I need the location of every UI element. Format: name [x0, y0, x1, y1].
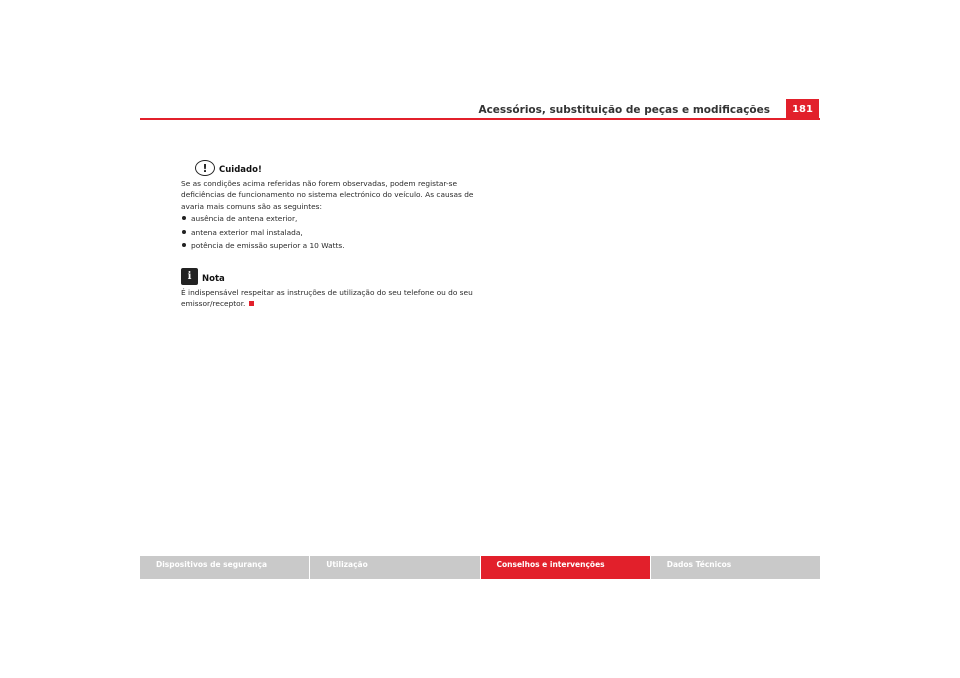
tab-dispositivos-de-seguranca[interactable]: Dispositivos de segurança	[140, 556, 310, 579]
tab-utilizacao[interactable]: Utilização	[310, 556, 480, 579]
tab-dados-tecnicos[interactable]: Dados Técnicos	[651, 556, 820, 579]
warning-title: Cuidado!	[219, 165, 262, 175]
note-text: É indispensável respeitar as instruções de utilização do seu telefone ou do seu emissor/receptor.	[181, 288, 473, 309]
tab-conselhos-e-intervencoes[interactable]: Conselhos e intervenções	[481, 556, 651, 579]
page-number-badge: 181	[786, 99, 819, 119]
list-item: antena exterior mal instalada,	[181, 226, 481, 240]
note-block	[181, 265, 481, 310]
note-header	[181, 265, 481, 285]
warning-text: Se as condições acima referidas não forem observadas, podem registar-se deficiências de funcionamento no sistema electrónico do veículo. As causas de avaria mais comuns são as seguintes:	[181, 179, 474, 211]
list-item: potência de emissão superior a 10 Watts.	[181, 239, 481, 253]
note-paragraph	[181, 287, 481, 310]
exclamation-circle-icon: !	[195, 160, 215, 176]
note-title: Nota	[202, 274, 225, 284]
warning-bullet-list	[181, 212, 481, 253]
header-divider	[140, 118, 820, 120]
content-column	[181, 156, 481, 310]
warning-block	[181, 156, 481, 253]
list-item: ausência de antena exterior,	[181, 212, 481, 226]
footer-navigation	[140, 556, 820, 579]
chapter-title: Acessórios, substituição de peças e modificações	[478, 104, 770, 116]
end-of-section-mark	[249, 301, 254, 306]
info-note-icon: i	[181, 268, 198, 285]
warning-header	[181, 156, 481, 176]
